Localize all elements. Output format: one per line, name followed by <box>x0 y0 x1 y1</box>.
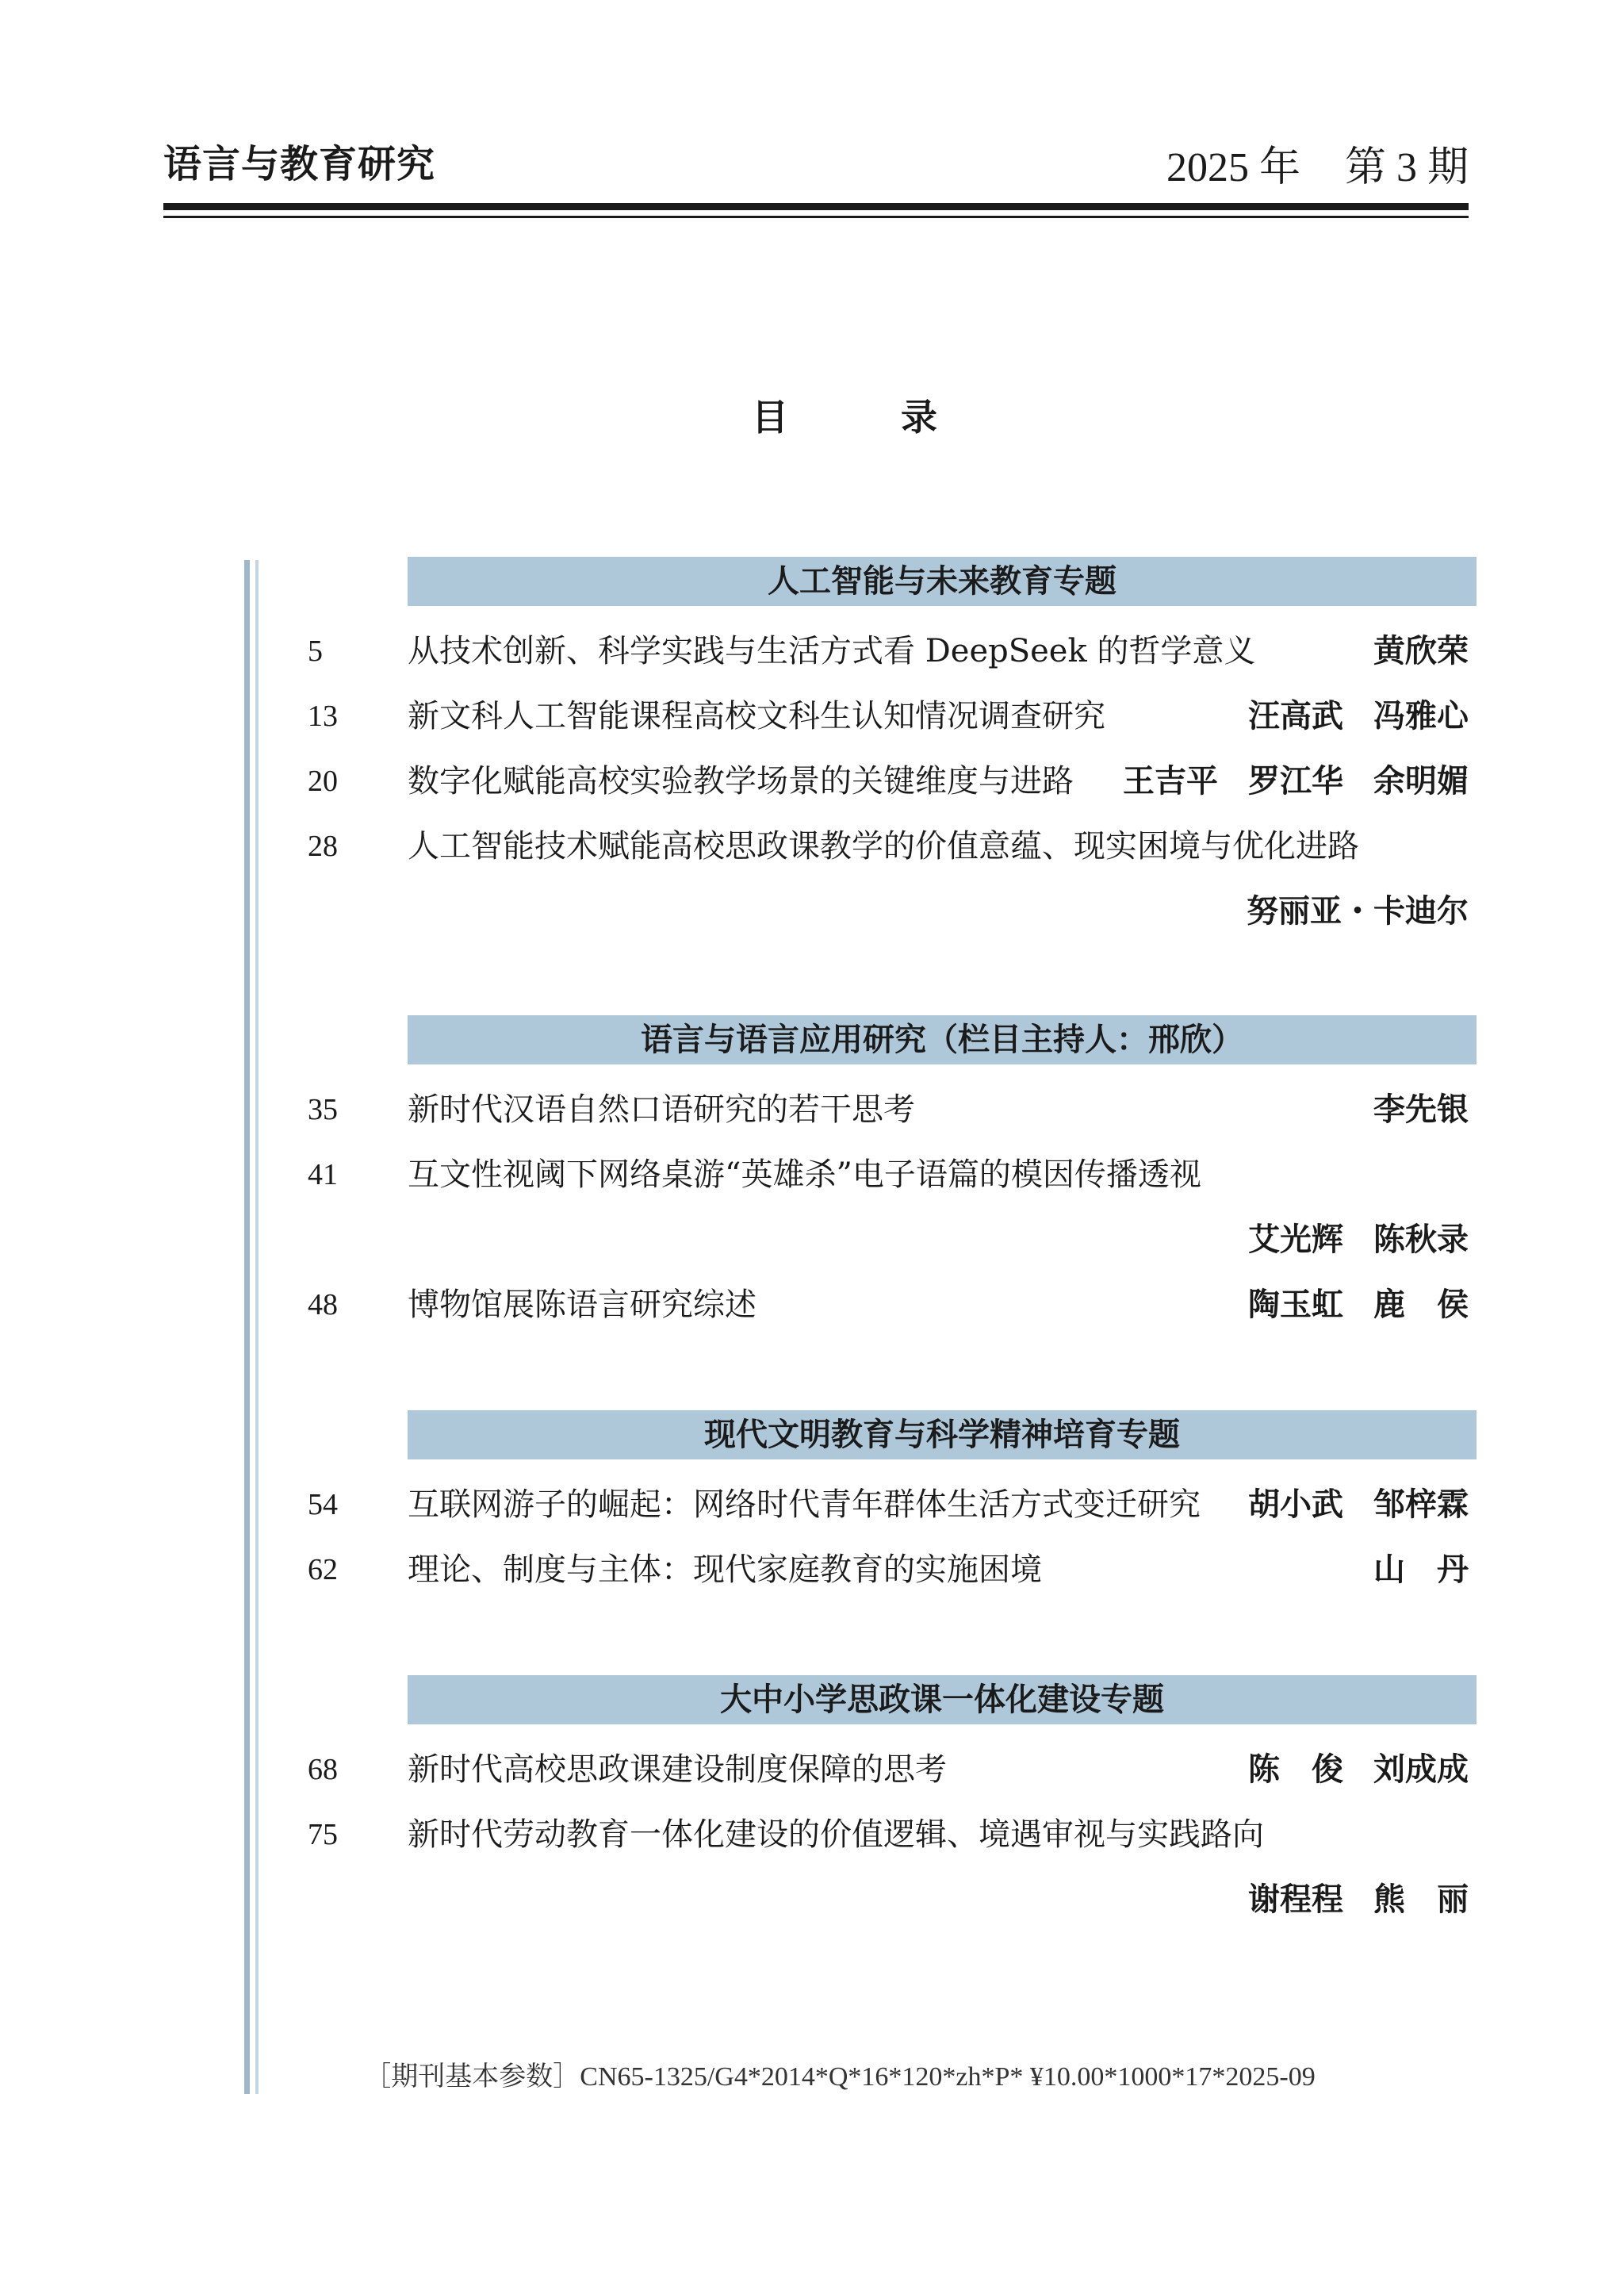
toc-entry[interactable] <box>0 1472 1624 1537</box>
toc-entry[interactable] <box>0 619 1624 684</box>
issue-year: 2025 年 <box>1166 145 1300 190</box>
entry-page-number: 28 <box>308 830 338 863</box>
author: 李先银 <box>1373 1091 1469 1128</box>
toc-entry[interactable] <box>0 1537 1624 1602</box>
entry-authors <box>1373 1537 1469 1602</box>
entry-page-number: 68 <box>308 1753 338 1786</box>
author: 努丽亚・卡迪尔 <box>1247 893 1469 930</box>
author: 刘成成 <box>1373 1751 1469 1788</box>
issue-info <box>1166 133 1469 193</box>
author: 余明媚 <box>1373 763 1469 800</box>
entry-authors <box>1123 749 1469 814</box>
author: 罗江华 <box>1248 763 1343 800</box>
author: 黄欣荣 <box>1373 633 1469 669</box>
entry-authors <box>1248 1867 1469 1932</box>
entry-title[interactable]: 新时代高校思政课建设制度保障的思考 <box>408 1751 947 1788</box>
toc-entry[interactable] <box>0 684 1624 749</box>
entry-title[interactable]: 新时代劳动教育一体化建设的价值逻辑、境遇审视与实践路向 <box>408 1816 1264 1853</box>
entry-title[interactable]: 理论、制度与主体：现代家庭教育的实施困境 <box>408 1551 1042 1588</box>
author: 陈 俊 <box>1248 1751 1343 1788</box>
entry-authors <box>1373 1077 1469 1142</box>
author: 邹梓霖 <box>1373 1486 1469 1523</box>
entry-authors <box>1373 619 1469 684</box>
entry-page-number: 41 <box>308 1158 338 1191</box>
section-header: 大中小学思政课一体化建设专题 <box>408 1675 1477 1724</box>
toc-entry[interactable] <box>0 1272 1624 1337</box>
entry-title[interactable]: 从技术创新、科学实践与生活方式看 DeepSeek 的哲学意义 <box>408 633 1256 669</box>
toc-entry[interactable] <box>0 749 1624 814</box>
header-rule-thick <box>163 203 1469 210</box>
entry-title[interactable]: 互文性视阈下网络桌游“英雄杀”电子语篇的模因传播透视 <box>408 1156 1201 1193</box>
entry-authors <box>1248 1207 1469 1272</box>
entry-authors <box>1248 1272 1469 1337</box>
toc-entry[interactable] <box>0 814 1624 879</box>
entry-authors <box>1248 1737 1469 1802</box>
entry-page-number: 5 <box>308 635 323 668</box>
author: 汪高武 <box>1248 698 1343 734</box>
section-header: 现代文明教育与科学精神培育专题 <box>408 1410 1477 1459</box>
entry-title[interactable]: 人工智能技术赋能高校思政课教学的价值意蕴、现实困境与优化进路 <box>408 828 1359 865</box>
page-header <box>163 133 1469 197</box>
author: 熊 丽 <box>1373 1881 1469 1918</box>
journal-title: 语言与教育研究 <box>163 142 436 186</box>
entry-page-number: 13 <box>308 700 338 733</box>
author: 王吉平 <box>1123 763 1218 800</box>
entry-title[interactable]: 新文科人工智能课程高校文科生认知情况调查研究 <box>408 698 1105 734</box>
section-header: 语言与语言应用研究（栏目主持人：邢欣） <box>408 1015 1477 1064</box>
entry-title[interactable]: 数字化赋能高校实验教学场景的关键维度与进路 <box>408 763 1074 800</box>
toc-entry[interactable] <box>0 1802 1624 1867</box>
entry-authors <box>1247 879 1469 944</box>
author: 陶玉虹 <box>1248 1287 1343 1323</box>
header-rule-thin <box>163 216 1469 218</box>
author: 艾光辉 <box>1248 1221 1343 1258</box>
toc-entry[interactable] <box>0 1077 1624 1142</box>
entry-page-number: 35 <box>308 1093 338 1126</box>
author: 鹿 侯 <box>1373 1287 1469 1323</box>
author: 谢程程 <box>1248 1881 1343 1918</box>
toc-entry[interactable] <box>0 1142 1624 1207</box>
entry-title[interactable]: 互联网游子的崛起：网络时代青年群体生活方式变迁研究 <box>408 1486 1201 1523</box>
entry-page-number: 48 <box>308 1288 338 1321</box>
journal-parameters: ［期刊基本参数］CN65-1325/G4*2014*Q*16*120*zh*P* ¥10.00*1000*17*2025-09 <box>364 2062 1316 2092</box>
entry-page-number: 62 <box>308 1553 338 1586</box>
entry-page-number: 54 <box>308 1488 338 1521</box>
author: 冯雅心 <box>1373 698 1469 734</box>
author: 胡小武 <box>1248 1486 1343 1523</box>
toc-title: 目 录 <box>752 396 975 439</box>
entry-title[interactable]: 新时代汉语自然口语研究的若干思考 <box>408 1091 915 1128</box>
entry-authors <box>1248 684 1469 749</box>
toc-entry[interactable] <box>0 1737 1624 1802</box>
entry-page-number: 20 <box>308 765 338 798</box>
entry-authors <box>1248 1472 1469 1537</box>
entry-title[interactable]: 博物馆展陈语言研究综述 <box>408 1287 756 1323</box>
author: 陈秋录 <box>1373 1221 1469 1258</box>
issue-number: 第 3 期 <box>1344 145 1469 190</box>
author: 山 丹 <box>1373 1551 1469 1588</box>
section-header: 人工智能与未来教育专题 <box>408 557 1477 606</box>
entry-page-number: 75 <box>308 1818 338 1851</box>
